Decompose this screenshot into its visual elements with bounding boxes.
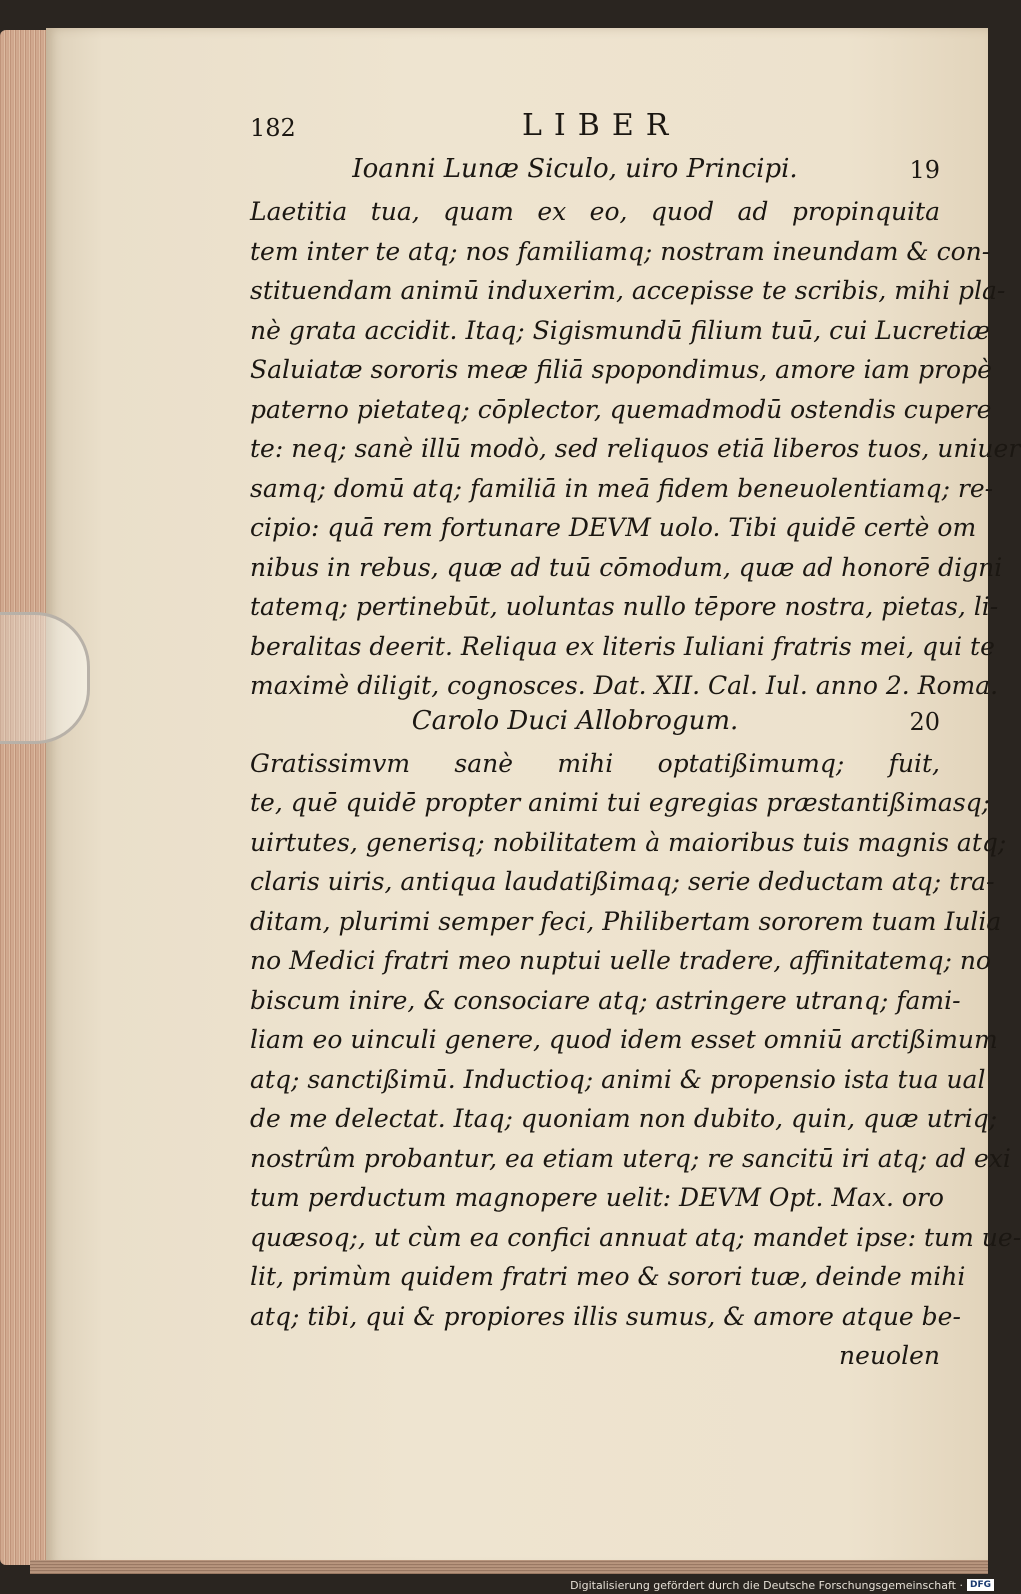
text-line: Laetitia tua, quam ex eo, quod ad propinquita (250, 197, 940, 226)
letter-body (250, 744, 1021, 1376)
text-line: no Medici fratri meo nuptui uelle tradere, affinitatemq; no (250, 946, 991, 975)
letter-title (250, 706, 940, 744)
footer-credit (570, 1577, 994, 1593)
text-line: liam eo uinculi genere, quod idem esset omniū arctißimum (250, 1025, 998, 1054)
credit-text: Digitalisierung gefördert durch die Deutsche Forschungsgemeinschaft · (570, 1578, 963, 1592)
text-line: atq; sanctißimū. Inductioq; animi & propensio ista tua ual (250, 1064, 986, 1094)
text-line: te, quē quidē propter animi tui egregias præstantißimasq; (250, 788, 991, 817)
book-clasp (0, 612, 90, 744)
text-line: maximè diligit, cognosces. Dat. XII. Cal. Iul. anno 2. Roma. (250, 671, 999, 700)
text-line: tem inter te atq; nos familiamq; nostram ineundam & con- (250, 236, 991, 266)
page-edges (0, 30, 52, 1565)
letter-title (250, 154, 940, 192)
text-line: paterno pietateq; cōplector, quemadmodū ostendis cupere (250, 394, 992, 424)
text-line: biscum inire, & consociare atq; astringere utranq; fami- (250, 985, 961, 1015)
text-line: samq; domū atq; familiā in meā fidem beneuolentiamq; re- (250, 473, 994, 503)
text-line: lit, primùm quidem fratri meo & sorori tuæ, deinde mihi (250, 1262, 966, 1291)
text-line: cipio: quā rem fortunare DEVM uolo. Tibi quidē certè om (250, 513, 977, 542)
text-line: Gratissimvm sanè mihi optatißimumq; fuit, (250, 748, 940, 778)
text-line: claris uiris, antiqua laudatißimaq; serie deductam atq; tra- (250, 867, 995, 896)
letter-title-text: Ioanni Lunæ Siculo, uiro Principi. (352, 154, 798, 184)
text-line: stituendam animū induxerim, accepisse te scribis, mihi pla- (250, 276, 1006, 305)
page-number: 182 (250, 114, 296, 142)
text-line: beralitas deerit. Reliqua ex literis Iuliani fratris mei, qui te (250, 631, 995, 661)
text-line: nostrûm probantur, ea etiam uterq; re sancitū iri atq; ad exi (250, 1143, 1011, 1173)
text-line: nibus in rebus, quæ ad tuū cōmodum, quæ ad honorē digni (250, 552, 1003, 582)
text-line: quæsoq;, ut cùm ea confici annuat atq; mandet ipse: tum ue- (250, 1222, 1021, 1252)
letter-body (250, 192, 1021, 706)
text-line: te: neq; sanè illū modò, sed reliquos etiā liberos tuos, uniuer (250, 434, 1021, 463)
text-line: de me delectat. Itaq; quoniam non dubito, quin, quæ utriq; (250, 1104, 998, 1133)
letter-number: 19 (909, 156, 940, 184)
text-line: nè grata accidit. Itaq; Sigismundū filium tuū, cui Lucretiæ (250, 315, 991, 345)
bottom-page-edges (30, 1560, 988, 1574)
dfg-logo: DFG (967, 1579, 994, 1591)
letter-number: 20 (909, 707, 940, 736)
text-line: uirtutes, generisq; nobilitatem à maioribus tuis magnis atq; (250, 827, 1007, 857)
catchword: neuolen (839, 1341, 940, 1370)
text-line: tatemq; pertinebūt, uoluntas nullo tēpore nostra, pietas, li- (250, 592, 999, 621)
text-line: tum perductum magnopere uelit: DEVM Opt. Max. oro (250, 1183, 944, 1212)
text-line: ditam, plurimi semper feci, Philibertam sororem tuam Iulia (250, 906, 1002, 936)
running-head: LIBER (522, 108, 681, 143)
letter-title-text: Carolo Duci Allobrogum. (411, 705, 739, 736)
text-line: Saluiatæ sororis meæ filiā spopondimus, amore iam propè (250, 355, 992, 384)
text-block (250, 108, 1021, 1376)
page-header (250, 108, 940, 154)
text-line: atq; tibi, qui & propiores illis sumus, & amore atque be- (250, 1301, 961, 1331)
